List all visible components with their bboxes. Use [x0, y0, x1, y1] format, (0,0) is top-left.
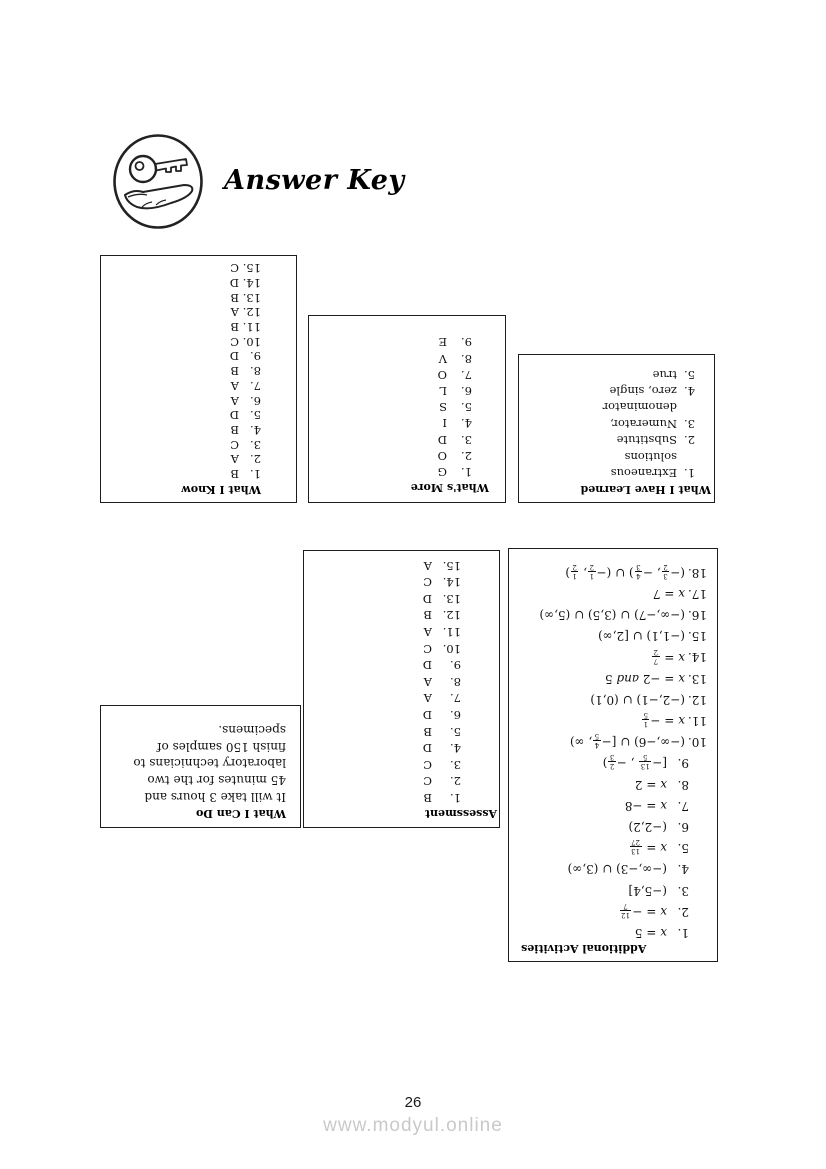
fraction: 4 3: [636, 562, 641, 580]
answer-list: [524, 366, 711, 481]
item-number: 1.: [677, 926, 689, 940]
item-number: 4.: [450, 741, 461, 756]
item-answer: A: [423, 625, 432, 640]
item-number: 7.: [461, 367, 472, 382]
item-number: 6.: [677, 820, 689, 835]
box-content: [519, 355, 714, 502]
fraction: 3 2: [663, 562, 668, 580]
answer-item: [513, 834, 713, 855]
answer-item: [524, 432, 711, 448]
item-number: 2.: [250, 452, 261, 467]
item-answer: B: [230, 364, 239, 379]
answer-item: [513, 622, 713, 643]
item-answer: D: [422, 708, 432, 723]
item-number: 1.: [461, 465, 472, 479]
answer-item: [309, 589, 497, 606]
watermark-text: www.modyul.online: [323, 1115, 503, 1136]
answer-item: [309, 689, 497, 706]
item-number: 17.: [687, 587, 707, 601]
answer-item: [513, 601, 713, 622]
answer-item: [107, 334, 261, 349]
item-number: 15.: [242, 261, 261, 276]
item-answer: C: [230, 437, 239, 452]
item-number: 18.: [687, 565, 707, 580]
answer-item: [315, 333, 489, 349]
key-in-hand-icon: [112, 133, 204, 230]
item-number: 13.: [687, 671, 707, 686]
answer-item: [309, 739, 497, 756]
item-number: 8.: [450, 674, 461, 689]
answer-item: [309, 622, 497, 639]
item-number: 8.: [677, 777, 689, 792]
item-answer: A: [230, 452, 239, 467]
item-number: 10.: [242, 334, 261, 349]
item-number: 7.: [677, 798, 689, 813]
fraction: 7 2: [653, 647, 659, 665]
answer-item: [309, 772, 497, 789]
fraction: 13 5: [640, 753, 650, 771]
item-answer: D: [229, 408, 239, 423]
answer-box-what-i-know: [100, 255, 297, 503]
answer-item: [315, 366, 489, 382]
item-answer: (−2,2): [628, 820, 667, 835]
item-number: 2.: [450, 774, 461, 789]
answer-item: [107, 437, 261, 452]
answer-item: [107, 422, 261, 437]
item-number: 4.: [250, 422, 261, 437]
item-number: 5.: [684, 367, 695, 382]
answer-item: [107, 319, 261, 334]
item-answer: x = 5: [634, 926, 667, 940]
box-title: Additional Activities: [521, 942, 647, 955]
item-answer: true: [652, 367, 677, 382]
item-answer: B: [423, 724, 432, 739]
item-answer: C: [230, 261, 239, 276]
answer-box-additional-activities: [508, 548, 718, 962]
item-number: 1.: [450, 791, 461, 805]
item-number: 2.: [677, 904, 689, 919]
answer-item: [513, 898, 713, 919]
fraction: 1 5: [643, 711, 648, 729]
item-number: 11.: [442, 625, 461, 640]
answer-list: [315, 333, 489, 479]
item-answer: x = 7 2: [653, 647, 685, 665]
answer-item: [309, 705, 497, 722]
item-answer: D: [422, 591, 432, 606]
answer-item: [107, 275, 261, 290]
answer-item: [107, 364, 261, 379]
answer-item: [309, 606, 497, 623]
item-answer: C: [423, 757, 432, 772]
answer-item: [513, 813, 713, 834]
fraction: 4 5: [594, 732, 600, 750]
item-number: 3.: [450, 757, 461, 772]
page-title: Answer Key: [224, 165, 405, 196]
fraction: 2 3: [609, 753, 615, 771]
answer-item: [309, 722, 497, 739]
answer-item: [524, 383, 711, 399]
item-answer: x = 7: [652, 587, 685, 601]
item-number: 5.: [461, 400, 472, 415]
item-answer: D: [422, 658, 432, 673]
item-answer: B: [423, 791, 432, 805]
item-number: 3.: [461, 432, 472, 447]
item-answer: (−∞,−7) ∪ (3,5) ∪ (5,∞): [539, 608, 685, 623]
item-number: 7.: [250, 378, 261, 393]
item-answer: C: [423, 641, 432, 656]
item-answer: [− 13 5 , − 2 3 ): [602, 753, 667, 771]
answer-item: [309, 573, 497, 590]
item-number: 2.: [684, 433, 695, 448]
item-number: 15.: [687, 629, 707, 644]
item-number: 14.: [242, 276, 261, 291]
answer-item: [513, 707, 713, 728]
item-answer: C: [423, 774, 432, 789]
item-answer: x = −8: [624, 798, 667, 813]
item-number: 11.: [242, 320, 261, 335]
item-answer: A: [423, 674, 432, 689]
item-answer: C: [423, 575, 432, 590]
answer-item: [107, 261, 261, 276]
answer-item: [309, 656, 497, 673]
item-answer: D: [422, 741, 432, 756]
item-answer: B: [230, 422, 239, 437]
answer-item: [315, 430, 489, 446]
item-answer: B: [230, 320, 239, 335]
item-number: 1.: [250, 467, 261, 481]
answer-item: [513, 855, 713, 876]
box-content: [101, 706, 300, 827]
item-number: 12.: [242, 305, 261, 320]
answer-text: It will take 3 hours and 45 minutes for the two laboratory technicians to finish 150 samples of specimens.: [133, 722, 286, 804]
item-answer: Numerator, denominator: [602, 400, 677, 431]
answer-item: [524, 448, 711, 481]
answer-item: [524, 366, 711, 382]
item-number: 10.: [687, 735, 707, 750]
answer-item: [309, 639, 497, 656]
answer-item: [309, 788, 497, 805]
item-number: 12.: [687, 692, 707, 707]
box-title: What's More: [410, 481, 489, 494]
answer-item: [513, 771, 713, 792]
item-answer: x = − 1 5: [643, 711, 685, 729]
item-number: 8.: [461, 351, 472, 366]
item-answer: B: [230, 467, 239, 481]
item-answer: B: [230, 290, 239, 305]
item-number: 14.: [442, 575, 461, 590]
answer-item: [315, 350, 489, 366]
item-answer: x = − 12 7: [621, 901, 667, 919]
item-number: 9.: [450, 658, 461, 673]
answer-box-what-i-can-do: [100, 705, 301, 828]
answer-item: [315, 447, 489, 463]
item-answer: x = −2 and 5: [605, 671, 685, 686]
item-number: 9.: [461, 335, 472, 350]
item-number: 15.: [442, 558, 461, 573]
answer-item: [107, 378, 261, 393]
box-title: What I Know: [181, 483, 261, 496]
item-answer: (−1,1) ∪ [2,∞): [598, 629, 685, 644]
answer-item: [513, 792, 713, 813]
answer-item: [309, 556, 497, 573]
answer-item: [524, 399, 711, 432]
fraction: 1 2: [572, 562, 577, 580]
answer-item: [315, 398, 489, 414]
item-answer: I: [442, 416, 447, 431]
item-number: 9.: [250, 349, 261, 364]
answer-item: [107, 349, 261, 364]
item-number: 5.: [250, 408, 261, 423]
box-content: [509, 549, 717, 961]
answer-list: [309, 556, 497, 805]
item-answer: x = 2: [634, 777, 667, 792]
item-number: 7.: [450, 691, 461, 706]
answer-item: [513, 686, 713, 707]
answer-item: [513, 919, 713, 940]
answer-item: [309, 672, 497, 689]
answer-item: [315, 414, 489, 430]
box-content: [101, 256, 296, 502]
answer-item: [107, 290, 261, 305]
item-number: 9.: [677, 756, 689, 771]
item-number: 1.: [684, 466, 695, 480]
item-answer: E: [438, 335, 447, 350]
item-number: 5.: [677, 841, 689, 856]
item-answer: D: [229, 349, 239, 364]
item-number: 6.: [250, 393, 261, 408]
item-number: 4.: [461, 416, 472, 431]
item-number: 13.: [442, 591, 461, 606]
item-answer: L: [439, 384, 447, 399]
answer-item: [513, 559, 713, 580]
answer-item: [513, 749, 713, 770]
item-number: 8.: [250, 364, 261, 379]
item-answer: A: [423, 558, 432, 573]
item-answer: V: [438, 351, 447, 366]
box-content: [304, 551, 499, 827]
item-number: 3.: [684, 416, 695, 431]
item-answer: A: [230, 305, 239, 320]
item-answer: (−2,−1) ∪ (0,1): [590, 692, 685, 707]
answer-item: [107, 408, 261, 423]
item-answer: D: [229, 276, 239, 291]
item-answer: C: [230, 334, 239, 349]
answer-item: [309, 755, 497, 772]
fraction: 12 7: [621, 901, 630, 919]
item-answer: Extraneous solutions: [610, 449, 677, 480]
answer-item: [513, 876, 713, 897]
item-number: 12.: [442, 608, 461, 623]
answer-list: [107, 261, 261, 481]
item-number: 4.: [684, 383, 695, 398]
page-number: 26: [404, 1094, 422, 1111]
item-number: 4.: [677, 862, 689, 877]
item-number: 16.: [687, 608, 707, 623]
answer-item: [107, 393, 261, 408]
item-answer: zero, single: [609, 383, 677, 398]
item-answer: Substitute: [616, 433, 677, 448]
item-number: 10.: [442, 641, 461, 656]
box-title: What I Can Do: [196, 807, 286, 820]
fraction: 13 27: [631, 838, 641, 856]
item-number: 6.: [450, 708, 461, 723]
answer-item: [513, 728, 713, 749]
item-answer: A: [230, 393, 239, 408]
item-number: 6.: [461, 384, 472, 399]
item-answer: B: [423, 608, 432, 623]
item-answer: O: [437, 448, 447, 463]
item-number: 11.: [687, 713, 707, 728]
item-answer: x = 13 27: [631, 838, 667, 856]
answer-item: [107, 466, 261, 481]
item-answer: (−∞,−3) ∪ (3,∞): [567, 862, 667, 877]
item-answer: (− 3 2 , − 4 3 ) ∪ (− 1 2 , 1 2 ): [565, 562, 685, 580]
answer-item: [513, 580, 713, 601]
answer-item: [513, 665, 713, 686]
answer-item: [513, 643, 713, 664]
item-number: 2.: [461, 448, 472, 463]
item-answer: S: [439, 400, 447, 415]
item-number: 5.: [450, 724, 461, 739]
box-content: [309, 316, 505, 502]
item-answer: A: [230, 378, 239, 393]
answer-item: [107, 452, 261, 467]
answer-item: [315, 463, 489, 479]
answer-item: [107, 305, 261, 320]
item-number: 14.: [687, 650, 707, 665]
item-answer: D: [437, 432, 447, 447]
fraction: 1 2: [589, 562, 595, 580]
item-answer: G: [437, 465, 447, 479]
item-answer: (−∞,−6) ∪ [− 4 5 , ∞): [569, 732, 685, 750]
item-answer: (−5,4]: [628, 883, 667, 898]
item-answer: A: [423, 691, 432, 706]
answer-item: [315, 382, 489, 398]
box-title: Assessment: [424, 807, 497, 820]
item-number: 3.: [250, 437, 261, 452]
answer-box-whats-more: [308, 315, 506, 503]
answer-list: [513, 559, 713, 940]
answer-box-what-i-have-learned: [518, 354, 715, 503]
box-title: What I Have Learned: [580, 483, 711, 496]
item-number: 13.: [242, 290, 261, 305]
answer-box-assessment: [303, 550, 500, 828]
item-number: 3.: [677, 883, 689, 898]
item-answer: O: [437, 367, 447, 382]
